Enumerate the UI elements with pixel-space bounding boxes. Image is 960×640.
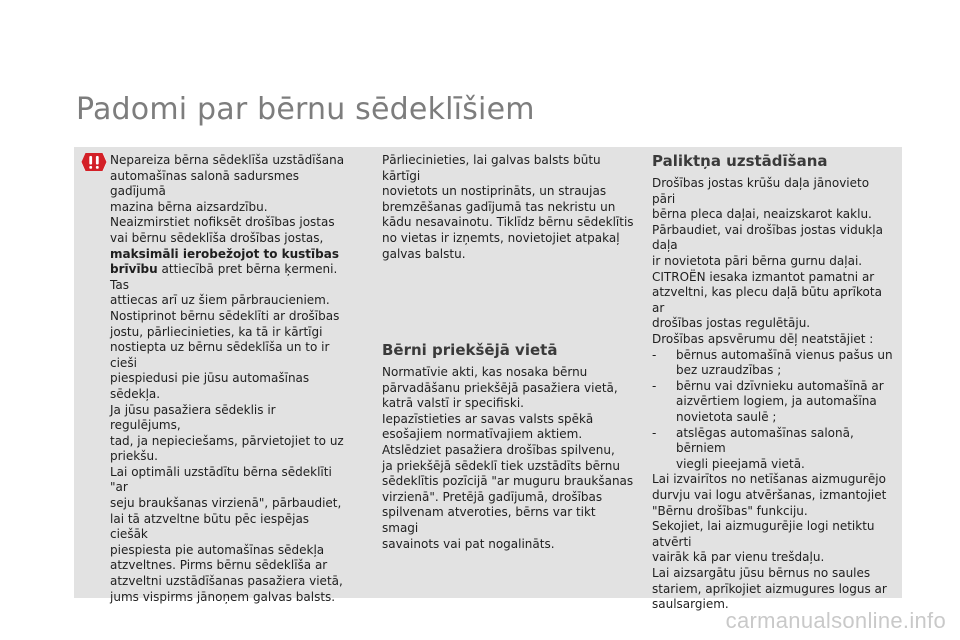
content-panel [74, 147, 902, 612]
safety-list [652, 348, 896, 473]
safety-paragraph: Lai izvairītos no netīšanas aizmugurējo durvju vai logu atvēršanas, izmantojiet "Bērnu drošības" funkciju. Sekojiet, lai aizmugurējie logi netiktu atvērti vairāk kā par vienu trešdaļu. Lai aizsargātu jūsu bērnus no saules stariem, aprīkojiet aizmugures logus ar saulsargiem. [652, 472, 887, 612]
booster-install-heading: Paliktņa uzstādīšana [652, 152, 828, 170]
warning-mixed-line [110, 262, 350, 293]
safety-column [652, 332, 896, 613]
headrest-column [382, 153, 634, 262]
warning-double-exclamation-icon [81, 151, 107, 173]
booster-paragraph: Drošības jostas krūšu daļa jānovieto pāri bērna pleca daļai, neaizskarot kaklu. Pārbaudiet, vai drošības jostas vidukļa daļa ir novietota pāri bērna gurnu daļai. CITROËN iesaka izmantot pamatni ar atzveltni, kas plecu daļā būtu aprīkota ar drošības jostas regulētāju. [652, 176, 883, 331]
list-item: - bērnus automašīnā vienus pašus un bez uzraudzības ; [652, 348, 896, 379]
headrest-paragraph: Pārliecinieties, lai galvas balsts būtu kārtīgi novietots un nostiprināts, un straujas bremzēšanas gadījumā tas nekristu un kādu nesavainotu. Tiklīdz bērnu sēdeklītis no vietas ir izņemts, novietojiet atpakaļ galvas balstu. [382, 153, 634, 261]
front-seat-paragraph: Normatīvie akti, kas nosaka bērnu pārvadāšanu priekšējā pasažiera vietā, katrā valstī ir specifiski. Iepazīstieties ar savas valsts spēkā esošajiem normatīvajiem aktiem. Atslēdziet pasažiera drošības spilvenu, ja priekšējā sēdeklī tiek uzstādīts bērnu sēdeklītis pozīcijā "ar muguru braukšanas virzienā". Pretējā gadījumā, drošības spilvenam atveroties, bērns var tikt smagi savainots vai pat nogalināts. [382, 365, 634, 551]
warning-column [110, 153, 350, 605]
warning-bold-line: maksimāli ierobežojot to kustības [110, 246, 339, 261]
front-seat-children-heading: Bērni priekšējā vietā [382, 341, 558, 359]
safety-intro: Drošības apsvērumu dēļ neatstājiet : [652, 332, 874, 346]
page-title: Padomi par bērnu sēdeklīšiem [76, 92, 535, 127]
list-item: - bērnu vai dzīvnieku automašīnā ar aizvērtiem logiem, ja automašīna novietota saulē ; [652, 379, 896, 426]
booster-column [652, 176, 896, 332]
warning-paragraph-1: Nepareiza bērna sēdeklīša uzstādīšana automašīnas salonā sadursmes gadījumā mazina bērna aizsardzību. Neaizmirstiet nofiksēt drošības jostas vai bērnu sēdeklīša drošības jostas, [110, 153, 345, 245]
front-seat-column [382, 365, 634, 552]
warning-line-continuation: attiecībā pret bērna ķermeni. Tas [110, 262, 338, 292]
warning-paragraph-2: attiecas arī uz šiem pārbraucieniem. Nostiprinot bērnu sēdeklīti ar drošības jostu, pārliecinieties, ka tā ir kārtīgi nostiepta uz bērnu sēdeklīša un to ir cieši piespiedusi pie jūsu automašīnas sēdekļa. Ja jūsu pasažiera sēdeklis ir regulējums, tad, ja nepieciešams, pārvietojiet to uz priekšu. Lai optimāli uzstādītu bērna sēdeklīti "ar seju braukšanas virzienā", pārbaudiet, lai tā atzveltne būtu pēc iespējas ciešāk piespiesta pie automašīnas sēdekļa atzveltnes. Pirms bērnu sēdeklīša ar atzveltni uzstādīšanas pasažiera vietā, jums vispirms jānoņem galvas balsts. [110, 293, 344, 604]
watermark: carmanualsonline.info [725, 608, 946, 633]
list-item: - atslēgas automašīnas salonā, bērniem viegli pieejamā vietā. [652, 426, 896, 473]
warning-bold-word: brīvību [110, 262, 158, 277]
